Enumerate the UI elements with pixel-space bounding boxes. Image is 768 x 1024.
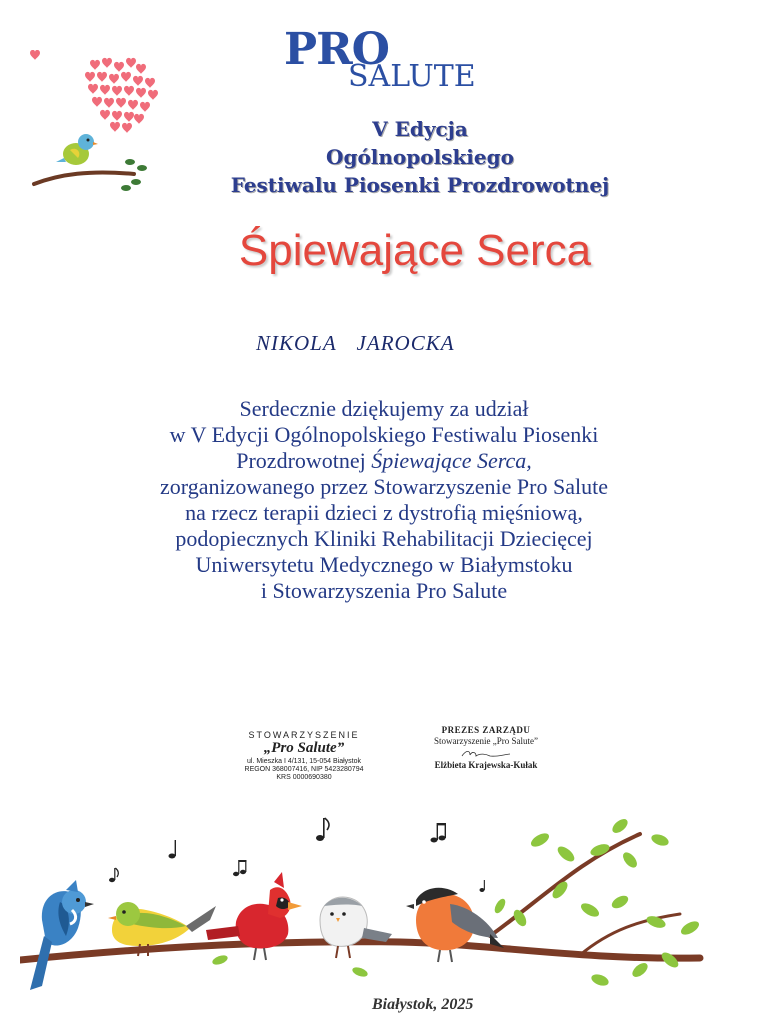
body-line: podopiecznych Kliniki Rehabilitacji Dziecięcej (175, 526, 593, 551)
city-date: Białystok, 2025 (372, 996, 474, 1013)
pro-salute-logo (280, 24, 490, 100)
stamp-org-name: „Pro Salute” (263, 740, 345, 757)
music-note-icon (109, 818, 485, 892)
body-line: na rzecz terapii dzieci z dystrofią mięśniową, (185, 500, 583, 525)
festival-heading-line1: Ogólnopolskiego (326, 145, 514, 169)
stamp-org-label: STOWARZYSZENIE (248, 730, 360, 740)
branch-icon (20, 942, 700, 960)
signature-icon (456, 748, 516, 760)
festival-heading-line2: Festiwalu Piosenki Prozdrowotnej (230, 173, 610, 197)
body-line-part: Prozdrowotnej (236, 448, 372, 473)
body-line: Uniwersytetu Medycznego w Białymstoku (195, 552, 573, 577)
thank-you-text (0, 396, 768, 604)
president-stamp (420, 725, 552, 771)
body-line: i Stowarzyszenia Pro Salute (260, 578, 508, 603)
birds-branch-illustration (20, 810, 720, 1000)
recipient-name: NIKOLA JAROCKA (256, 331, 455, 355)
body-line: zorganizowanego przez Stowarzyszenie Pro Salute (160, 474, 608, 499)
stamp-regon: REGON 368007416, NIP 5423280794 (244, 765, 364, 773)
president-name: Elżbieta Krajewska-Kułak (434, 759, 538, 770)
blue-jay-bird-icon (30, 880, 94, 990)
president-org: Stowarzyszenie „Pro Salute” (434, 736, 538, 747)
logo-salute-text: SALUTE (348, 59, 476, 94)
body-line (0, 448, 768, 474)
edition-heading: V Edycja (372, 117, 468, 141)
festival-name-italic: Śpiewające Serca, (371, 448, 532, 473)
page-title: Śpiewające Serca (238, 226, 592, 275)
grey-bird-icon (320, 897, 392, 958)
logo-pro-text: PRO (284, 24, 389, 75)
president-title: PREZES ZARZĄDU (441, 725, 531, 735)
stamp-address: ul. Mieszka I 4/131, 15-054 Białystok (246, 757, 361, 765)
body-line: Serdecznie dziękujemy za udział (239, 396, 529, 421)
body-line: w V Edycji Ogólnopolskiego Festiwalu Piosenki (169, 422, 599, 447)
stamp-krs: KRS 0000690380 (276, 773, 332, 781)
organization-stamp (236, 730, 372, 782)
